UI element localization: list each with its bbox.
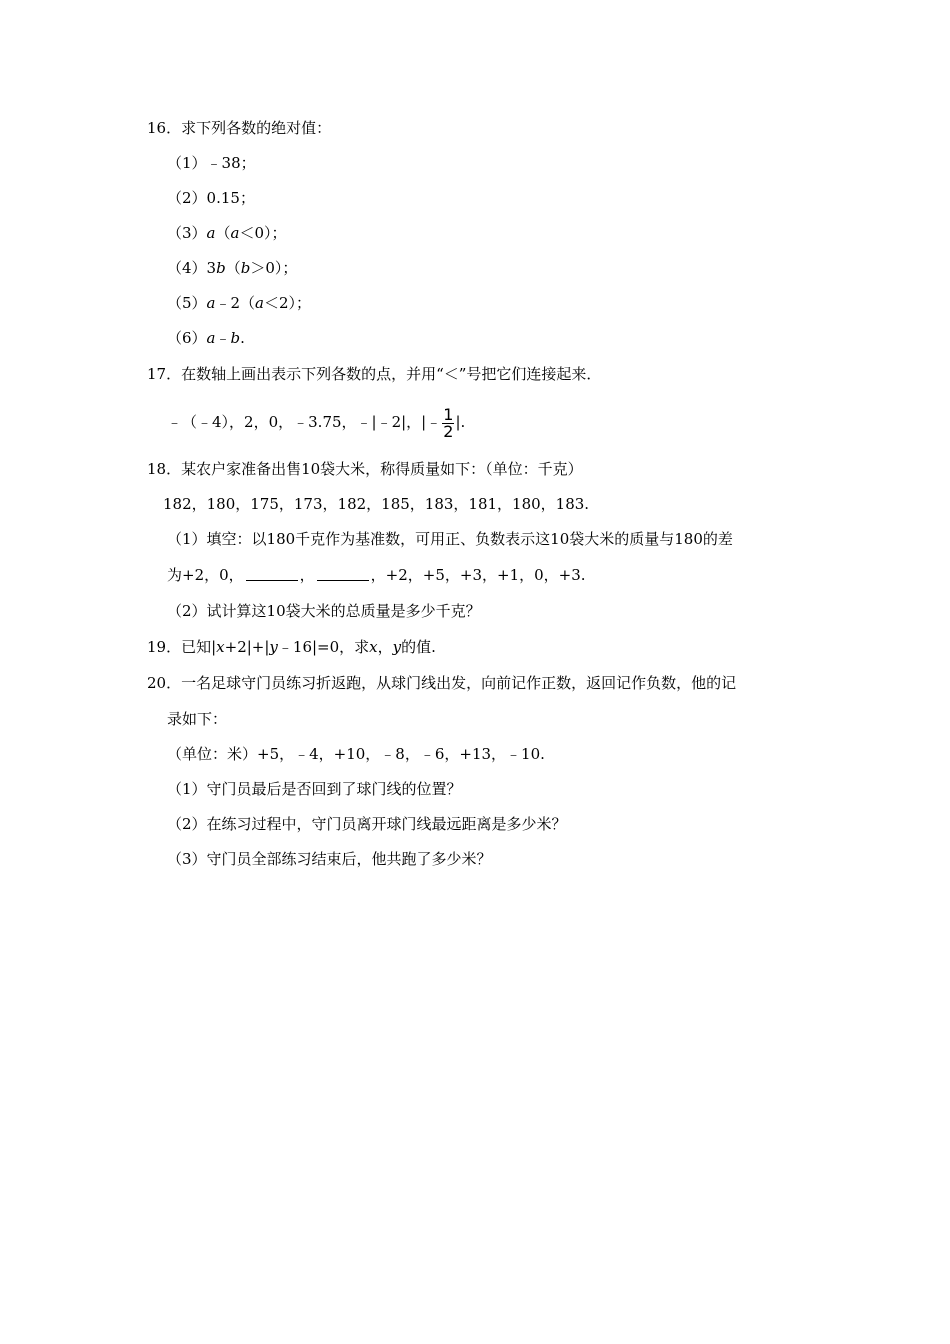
q17-numbers: ﹣（﹣4），2，0，﹣3.75，﹣|﹣2|，|﹣ $\frac{1}{2}$ |.	[167, 404, 466, 441]
q20-part-2: （2）在练习过程中，守门员离开球门线最远距离是多少米？	[167, 815, 567, 833]
q20-part-3: （3）守门员全部练习结束后，他共跑了多少米？	[167, 850, 492, 868]
q16-part-5: （5）a﹣2（a＜2）；	[167, 294, 312, 312]
q18-part-2: （2）试计算这10袋大米的总质量是多少千克？	[167, 602, 481, 620]
q18-part-1-line-2: 为+2，0， ， ，+2，+5，+3，+1，0，+3.	[167, 566, 586, 584]
q16-part-2: （2）0.15；	[167, 189, 255, 207]
q18-data: 182，180，175，173，182，185，183，181，180，183.	[163, 495, 590, 513]
q18-stem: 18．某农户家准备出售10袋大米，称得质量如下：（单位：千克）	[147, 460, 583, 478]
q17-stem: 17．在数轴上画出表示下列各数的点，并用“＜”号把它们连接起来．	[147, 365, 602, 383]
q20-record: （单位：米）+5，﹣4，+10，﹣8，﹣6，+13，﹣10.	[167, 745, 545, 763]
q16-part-3: （3）a（a＜0）；	[167, 224, 287, 242]
q20-stem-line-2: 录如下：	[167, 710, 228, 728]
q16-part-6: （6）a﹣b.	[167, 329, 245, 347]
fraction-one-half: $\frac{1}{2}$	[443, 404, 454, 441]
q20-stem-line-1: 20．一名足球守门员练习折返跑，从球门线出发，向前记作正数，返回记作负数，他的记	[147, 674, 737, 692]
q20-part-1: （1）守门员最后是否回到了球门线的位置？	[167, 780, 462, 798]
q16-part-4: （4）3b（b＞0）；	[167, 259, 298, 277]
answer-blank-1[interactable]	[246, 566, 298, 581]
q16-part-1: （1）﹣38；	[167, 154, 256, 172]
answer-blank-2[interactable]	[317, 566, 369, 581]
q18-part-1-line-1: （1）填空：以180千克作为基准数，可用正、负数表示这10袋大米的质量与180的差	[167, 530, 733, 548]
q16-stem: 16．求下列各数的绝对值：	[147, 119, 332, 137]
q19-stem: 19．已知|x+2|+|y﹣16|=0，求x，y的值.	[147, 638, 436, 656]
